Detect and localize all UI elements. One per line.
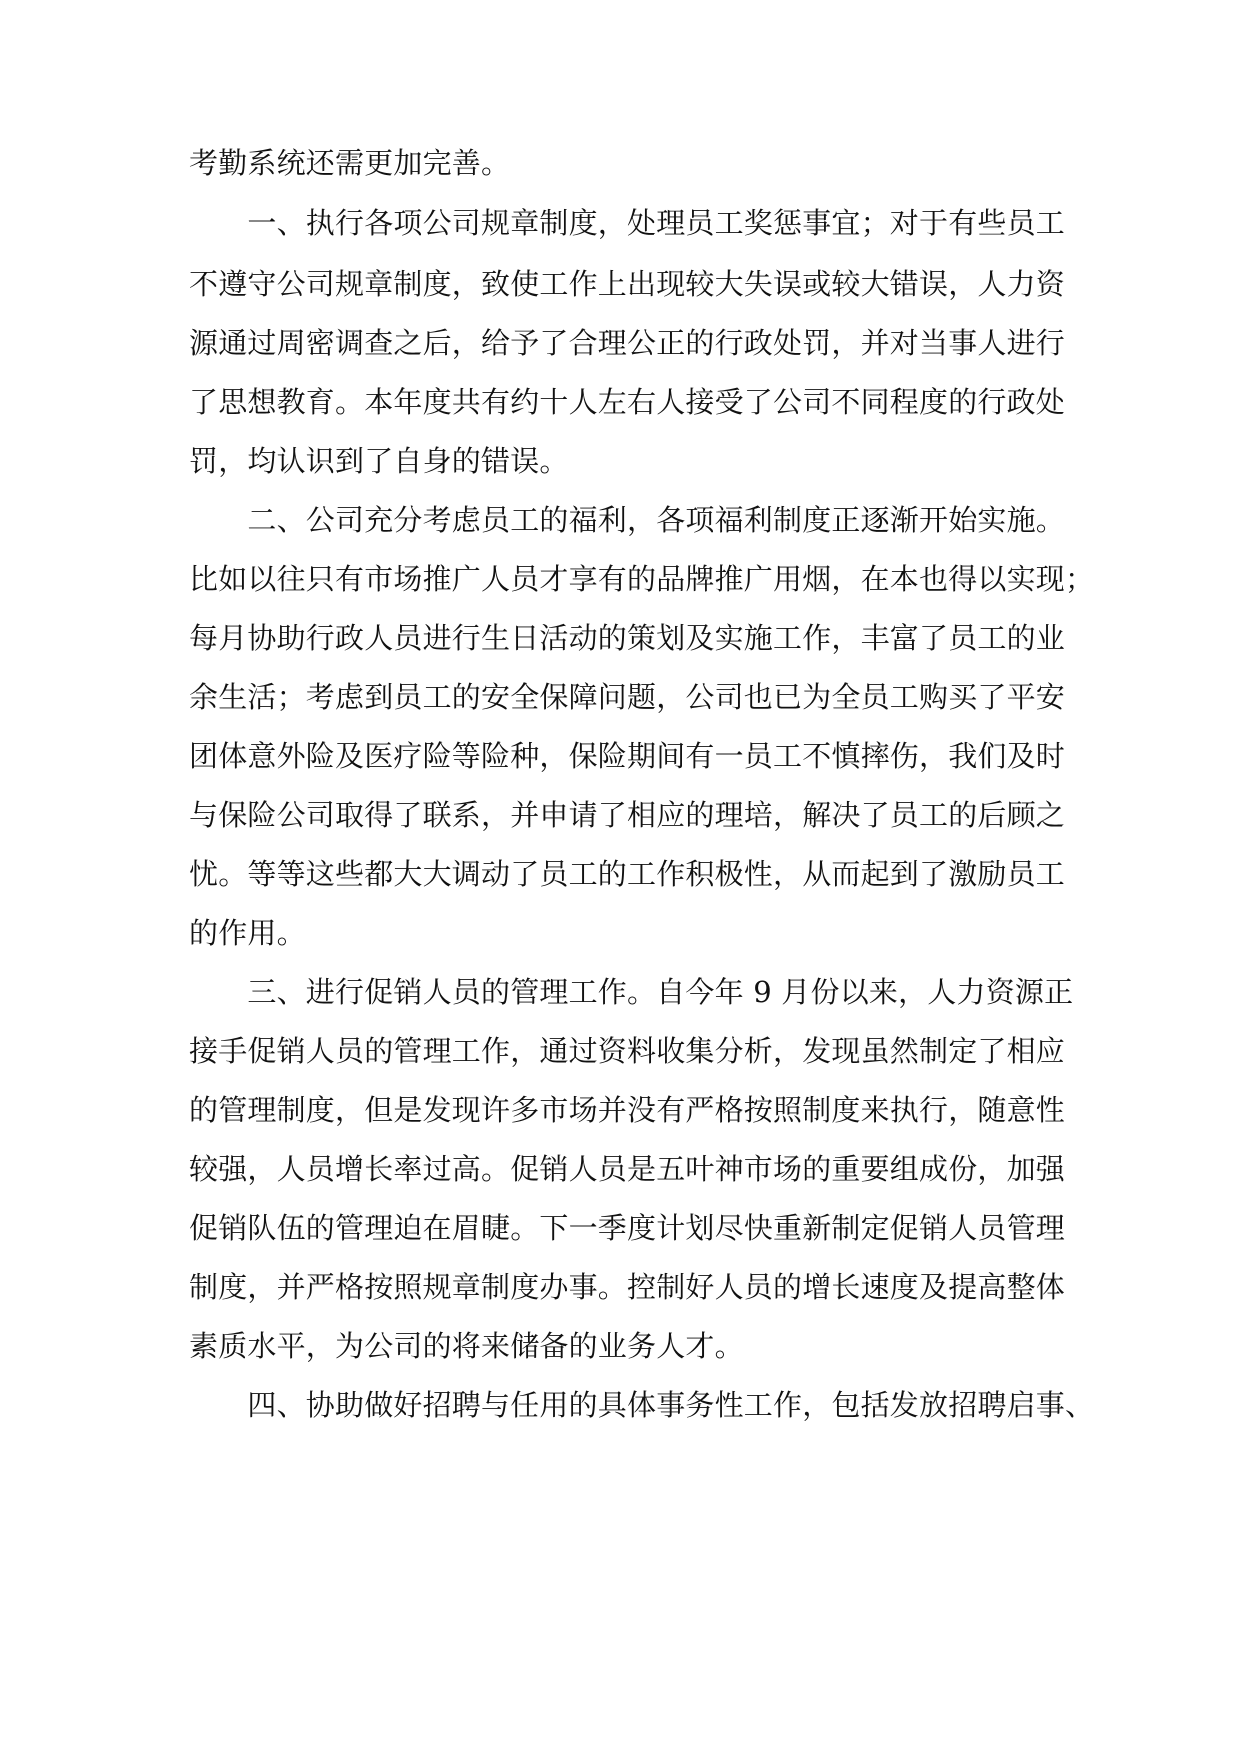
text-line: 的作用。 [189, 916, 306, 950]
text-line: 考勤系统还需更加完善。 [189, 146, 511, 180]
text-line: 四、协助做好招聘与任用的具体事务性工作，包括发放招聘启事、 [189, 1388, 1095, 1422]
text-line: 罚，均认识到了自身的错误。 [189, 444, 569, 478]
text-line: 二、公司充分考虑员工的福利，各项福利制度正逐渐开始实施。 [189, 503, 1066, 537]
text-line: 比如以往只有市场推广人员才享有的品牌推广用烟，在本也得以实现； [189, 562, 1095, 596]
text-line: 促销队伍的管理迫在眉睫。下一季度计划尽快重新制定促销人员管理 [189, 1211, 1066, 1245]
text-line: 接手促销人员的管理工作，通过资料收集分析，发现虽然制定了相应 [189, 1034, 1066, 1068]
text-line: 制度，并严格按照规章制度办事。控制好人员的增长速度及提高整体 [189, 1270, 1066, 1304]
text-line: 不遵守公司规章制度，致使工作上出现较大失误或较大错误，人力资 [189, 267, 1066, 301]
text-line: 每月协助行政人员进行生日活动的策划及实施工作，丰富了员工的业 [189, 621, 1066, 655]
text-line: 较强，人员增长率过高。促销人员是五叶神市场的重要组成份，加强 [189, 1152, 1066, 1186]
text-line: 三、进行促销人员的管理工作。自今年 9 月份以来，人力资源正 [189, 975, 1074, 1009]
text-line: 一、执行各项公司规章制度，处理员工奖惩事宜；对于有些员工 [189, 206, 1066, 240]
text-line: 的管理制度，但是发现许多市场并没有严格按照制度来执行，随意性 [189, 1093, 1066, 1127]
text-line: 忧。等等这些都大大调动了员工的工作积极性，从而起到了激励员工 [189, 857, 1066, 891]
text-line: 与保险公司取得了联系，并申请了相应的理培，解决了员工的后顾之 [189, 798, 1066, 832]
text-line: 源通过周密调查之后，给予了合理公正的行政处罚，并对当事人进行 [189, 326, 1066, 360]
text-line: 余生活；考虑到员工的安全保障问题，公司也已为全员工购买了平安 [189, 680, 1066, 714]
text-line: 了思想教育。本年度共有约十人左右人接受了公司不同程度的行政处 [189, 385, 1066, 419]
text-line: 素质水平，为公司的将来储备的业务人才。 [189, 1329, 744, 1363]
text-line: 团体意外险及医疗险等险种，保险期间有一员工不慎摔伤，我们及时 [189, 739, 1066, 773]
